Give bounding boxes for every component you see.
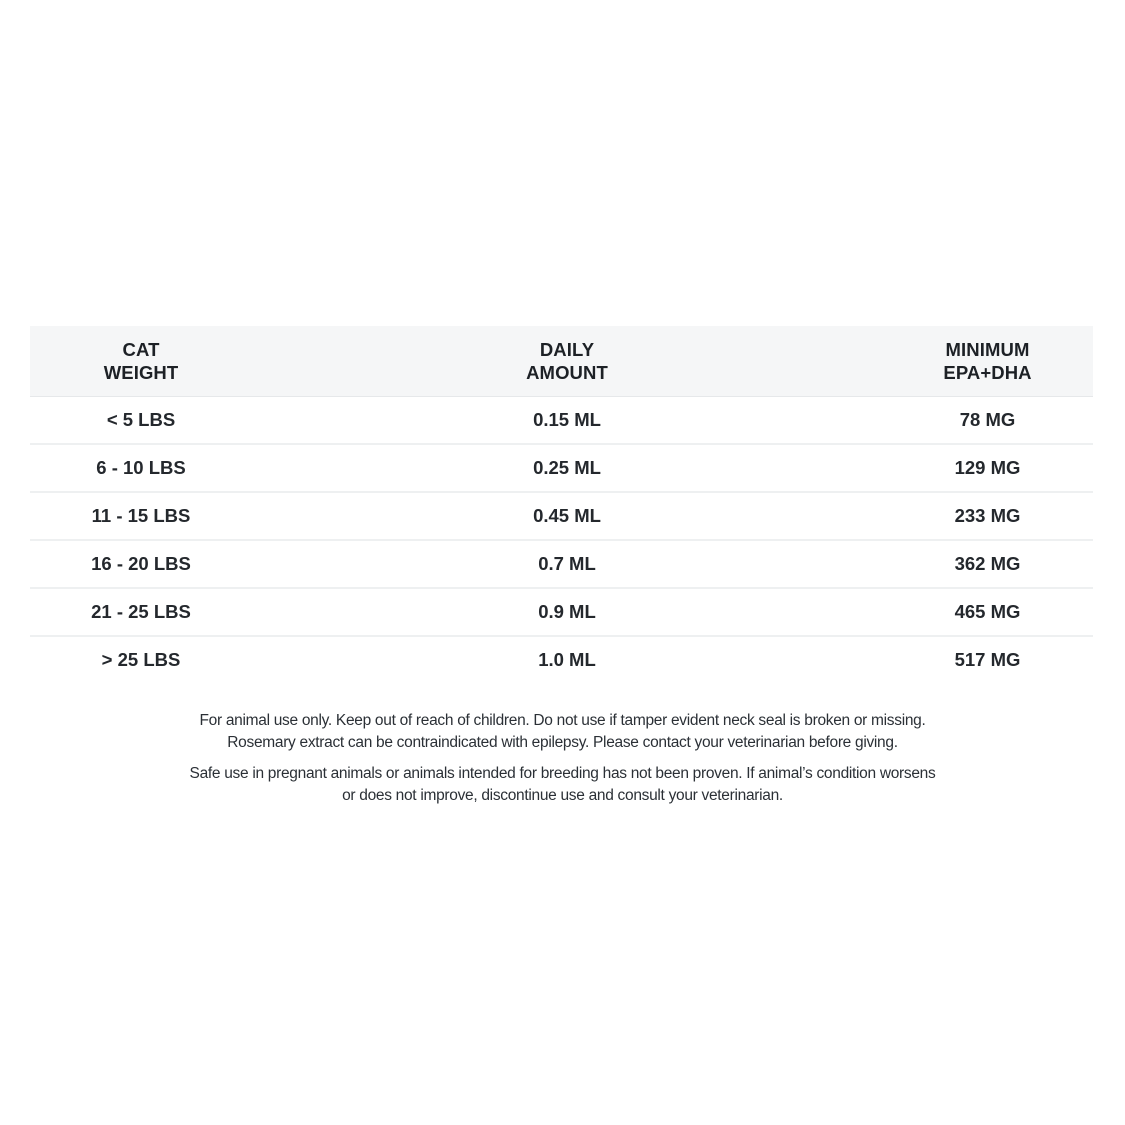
cell-cat-weight: < 5 LBS — [106, 409, 176, 430]
table-row — [30, 445, 1093, 493]
cell-daily-amount: 0.9 ML — [538, 601, 596, 622]
cell-minimum-epa-dha: 517 MG — [954, 649, 1021, 670]
header-minimum-epa-dha — [882, 326, 1093, 396]
header-line: AMOUNT — [526, 362, 608, 383]
cell-daily-amount: 0.15 ML — [533, 409, 601, 430]
header-line: DAILY — [539, 339, 595, 360]
header-line: CAT — [122, 339, 160, 360]
disclaimer-line: or does not improve, discontinue use and consult your veterinarian. — [342, 787, 783, 804]
cell-minimum-epa-dha: 129 MG — [954, 457, 1021, 478]
cell-cat-weight: 21 - 25 LBS — [91, 601, 191, 622]
cell-cat-weight: > 25 LBS — [101, 649, 181, 670]
disclaimer-paragraph — [60, 710, 1065, 754]
cell-daily-amount: 0.25 ML — [533, 457, 601, 478]
cell-daily-amount: 0.45 ML — [533, 505, 601, 526]
table-row — [30, 397, 1093, 445]
cell-cat-weight: 6 - 10 LBS — [96, 457, 186, 478]
table-header-row — [30, 326, 1093, 397]
cell-minimum-epa-dha: 78 MG — [959, 409, 1016, 430]
cell-cat-weight: 16 - 20 LBS — [91, 553, 191, 574]
cell-minimum-epa-dha: 362 MG — [954, 553, 1021, 574]
disclaimer-paragraph — [60, 763, 1065, 807]
cell-cat-weight: 11 - 15 LBS — [91, 505, 191, 526]
table-row — [30, 541, 1093, 589]
disclaimer-line: Rosemary extract can be contraindicated with epilepsy. Please contact your veterinarian before giving. — [227, 734, 898, 751]
dosage-table — [30, 326, 1093, 683]
disclaimer-line: For animal use only. Keep out of reach of children. Do not use if tamper evident neck seal is broken or missing. — [199, 712, 926, 729]
cell-minimum-epa-dha: 233 MG — [954, 505, 1021, 526]
cell-minimum-epa-dha: 465 MG — [954, 601, 1021, 622]
header-daily-amount — [252, 326, 882, 396]
header-line: WEIGHT — [103, 362, 179, 383]
cell-daily-amount: 1.0 ML — [538, 649, 596, 670]
disclaimer-line: Safe use in pregnant animals or animals intended for breeding has not been proven. If animal’s condition worsens — [189, 765, 936, 782]
table-row — [30, 493, 1093, 541]
header-line: EPA+DHA — [943, 362, 1032, 383]
table-row — [30, 637, 1093, 683]
header-cat-weight — [30, 326, 252, 396]
cell-daily-amount: 0.7 ML — [538, 553, 596, 574]
header-line: MINIMUM — [945, 339, 1030, 360]
disclaimer — [60, 710, 1065, 816]
table-row — [30, 589, 1093, 637]
